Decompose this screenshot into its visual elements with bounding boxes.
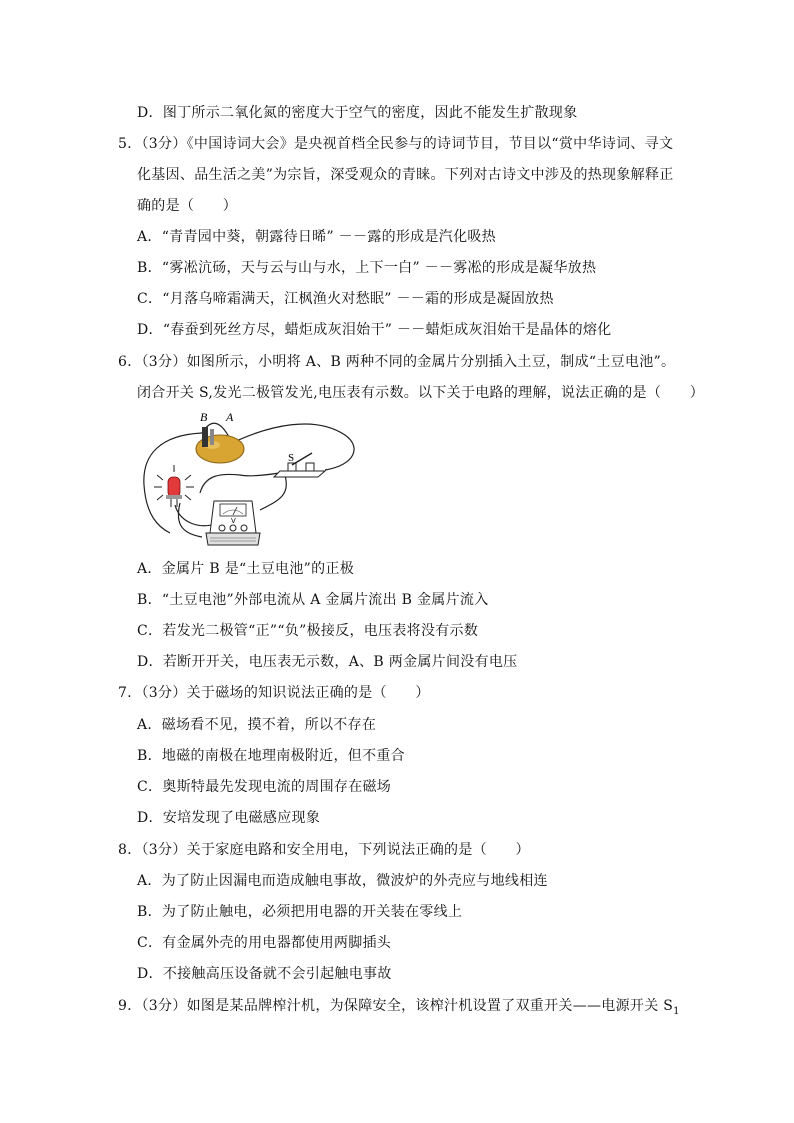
q7-option-c: C．奥斯特最先发现电流的周围存在磁场 [137, 779, 392, 795]
metal-plate-a [210, 429, 214, 445]
q8-option-c: C．有金属外壳的用电器都使用两脚插头 [137, 935, 392, 951]
q5-stem-line1: 5．（3分）《中国诗词大会》是央视首档全民参与的诗词节目，节目以“赏中华诗词、寻文 [118, 136, 674, 152]
q7-option-d: D．安培发现了电磁感应现象 [137, 810, 321, 826]
q6-stem-line2: 闭合开关 S,发光二极管发光,电压表有示数。以下关于电路的理解，说法正确的是（ ） [137, 385, 705, 401]
switch-base [274, 471, 325, 477]
q6-option-c: C．若发光二极管“正”“负”极接反，电压表将没有示数 [137, 623, 479, 639]
q8-option-b: B．为了防止触电，必须把用电器的开关装在零线上 [137, 904, 463, 920]
q6-stem-line1: 6．（3分）如图所示，小明将 A、B 两种不同的金属片分别插入土豆，制成“土豆电池”。 [118, 354, 676, 370]
q8-option-a: A．为了防止因漏电而造成触电事故，微波炉的外壳应与地线相连 [137, 873, 548, 889]
q9-stem-text: 9．（3分）如图是某品牌榨汁机，为保障安全，该榨汁机设置了双重开关——电源开关 S [118, 998, 674, 1014]
q5-option-d: D．“春蚕到死丝方尽，蜡炬成灰泪始干” －－蜡炬成灰泪始干是晶体的熔化 [137, 322, 612, 338]
q8-option-d: D．不接触高压设备就不会引起触电事故 [137, 966, 392, 982]
q7-option-a: A．磁场看不见，摸不着，所以不存在 [137, 717, 377, 733]
q6-option-b: B．“土豆电池”外部电流从 A 金属片流出 B 金属片流入 [137, 592, 489, 608]
q9-stem [118, 996, 680, 1022]
q5-stem-line2: 化基因、品生活之美”为宗旨，深受观众的青睐。下列对古诗文中涉及的热现象解释正 [137, 167, 674, 183]
q6-option-a: A．金属片 B 是“土豆电池”的正极 [137, 561, 355, 577]
led-icon [154, 465, 194, 507]
q6-option-d: D．若断开开关，电压表无示数，A、B 两金属片间没有电压 [137, 654, 518, 670]
label-v: V [231, 517, 236, 525]
q5-option-c: C．“月落乌啼霜满天，江枫渔火对愁眠” －－霜的形成是凝固放热 [137, 291, 554, 307]
q4-option-d: D．图丁所示二氧化氮的密度大于空气的密度，因此不能发生扩散现象 [137, 105, 578, 121]
q7-option-b: B．地磁的南极在地理南极附近，但不重合 [137, 748, 405, 764]
label-b: B [200, 410, 208, 424]
potato-battery-circuit-figure [140, 405, 380, 550]
label-a: A [226, 410, 234, 424]
q5-stem-line3: 确的是（ ） [137, 198, 238, 214]
q8-stem: 8．（3分）关于家庭电路和安全用电，下列说法正确的是（ ） [118, 842, 530, 858]
q5-option-a: A．“青青园中葵，朝露待日晞” －－露的形成是汽化吸热 [137, 229, 496, 245]
q5-option-b: B．“雾凇沆砀，天与云与山与水，上下一白” －－雾凇的形成是凝华放热 [137, 260, 597, 276]
metal-plate-b [202, 427, 208, 447]
q7-stem: 7．（3分）关于磁场的知识说法正确的是（ ） [118, 685, 430, 701]
voltmeter-icon [206, 501, 260, 545]
q9-subscript: 1 [673, 1005, 680, 1017]
label-s: S [288, 452, 295, 464]
